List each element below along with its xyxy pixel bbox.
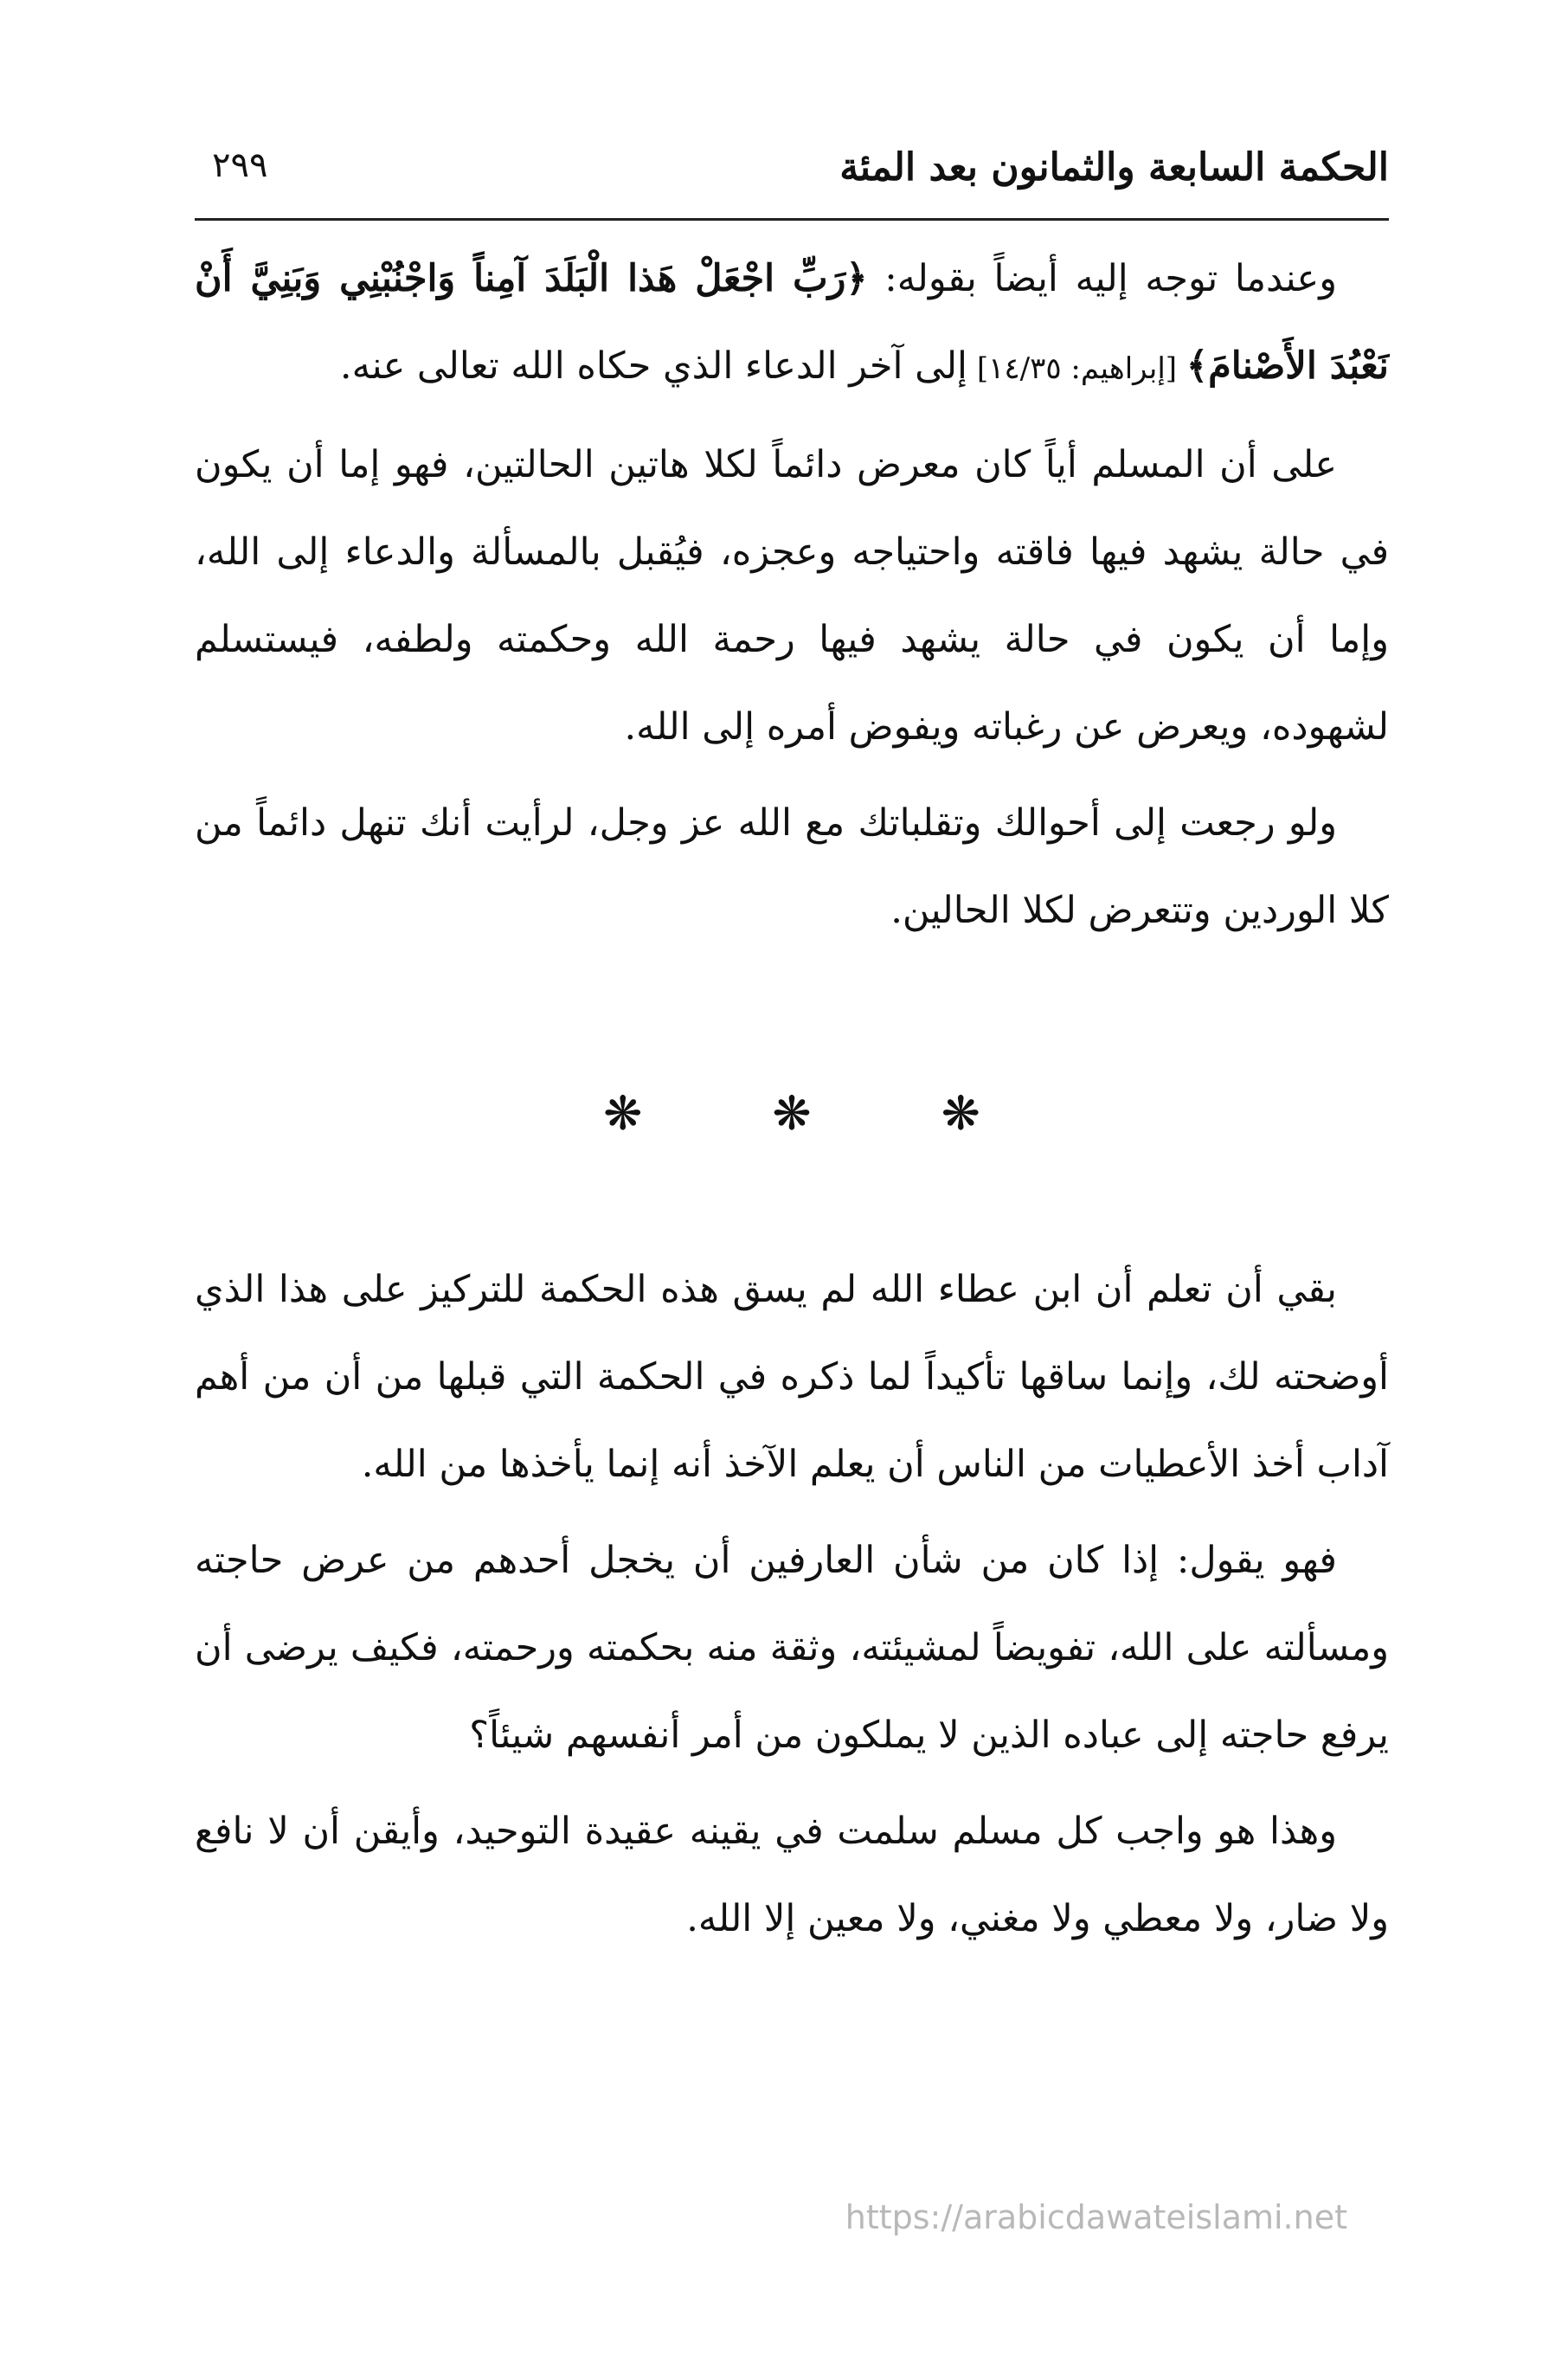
section-separator bbox=[195, 1086, 1389, 1147]
quran-verse: ﴿رَبِّ اجْعَلْ هَذا الْبَلَدَ آمِناً وَاجْنُبْنِي وَبَنِيَّ أَنْ نَعْبُدَ الأَصْنامَ﴾ bbox=[195, 257, 1389, 388]
paragraph-rest: إلى آخر الدعاء الذي حكاه الله تعالى عنه. bbox=[339, 344, 968, 388]
running-title: الحكمة السابعة والثمانون بعد المئة bbox=[839, 145, 1389, 190]
paragraph bbox=[195, 235, 1389, 413]
paragraph: بقي أن تعلم أن ابن عطاء الله لم يسق هذه الحكمة للتركيز على هذا الذي أوضحته لك، وإنما ساقها تأكيداً لما ذكره في الحكمة التي قبلها من أن من أهم آداب أخذ الأعطيات من الناس أن يعلم الآخذ أنه إنما يأخذها من الله. bbox=[195, 1268, 1389, 1486]
separator-star-icon: ❋ bbox=[603, 1086, 643, 1141]
page-number: ٢٩٩ bbox=[212, 145, 268, 185]
watermark-url: https://arabicdawateislami.net bbox=[845, 2198, 1347, 2236]
header-rule bbox=[195, 218, 1389, 221]
paragraph: فهو يقول: إذا كان من شأن العارفين أن يخجل أحدهم من عرض حاجته ومسألته على الله، تفويضاً لمشيئته، وثقة منه بحكمته ورحمته، فكيف يرضى أن يرفع حاجته إلى عباده الذين لا يملكون من أمر أنفسهم شيئاً؟ bbox=[195, 1539, 1389, 1757]
separator-star-icon: ❋ bbox=[772, 1086, 812, 1141]
paragraph: على أن المسلم أياً كان معرض دائماً لكلا هاتين الحالتين، فهو إما أن يكون في حالة يشهد فيها فاقته واحتياجه وعجزه، فيُقبل بالمسألة والدعاء إلى الله، وإما أن يكون في حالة يشهد فيها رحمة الله وحكمته ولطفه، فيستسلم لشهوده، ويعرض عن رغباته ويفوض أمره إلى الله. bbox=[195, 443, 1389, 749]
paragraph: ولو رجعت إلى أحوالك وتقلباتك مع الله عز وجل، لرأيت أنك تنهل دائماً من كلا الوردين وتتعرض لكلا الحالين. bbox=[195, 801, 1389, 932]
separator-star-icon: ❋ bbox=[941, 1086, 980, 1141]
text-section-lower bbox=[195, 1246, 1389, 1971]
page-header bbox=[195, 138, 1389, 208]
paragraph-intro: وعندما توجه إليه أيضاً بقوله: bbox=[867, 257, 1337, 300]
text-section-upper bbox=[195, 235, 1389, 963]
verse-citation: [إبراهيم: ١٤/٣٥] bbox=[967, 351, 1186, 386]
paragraph: وهذا هو واجب كل مسلم سلمت في يقينه عقيدة التوحيد، وأيقن أن لا نافع ولا ضار، ولا معطي ولا مغني، ولا معين إلا الله. bbox=[195, 1810, 1389, 1940]
